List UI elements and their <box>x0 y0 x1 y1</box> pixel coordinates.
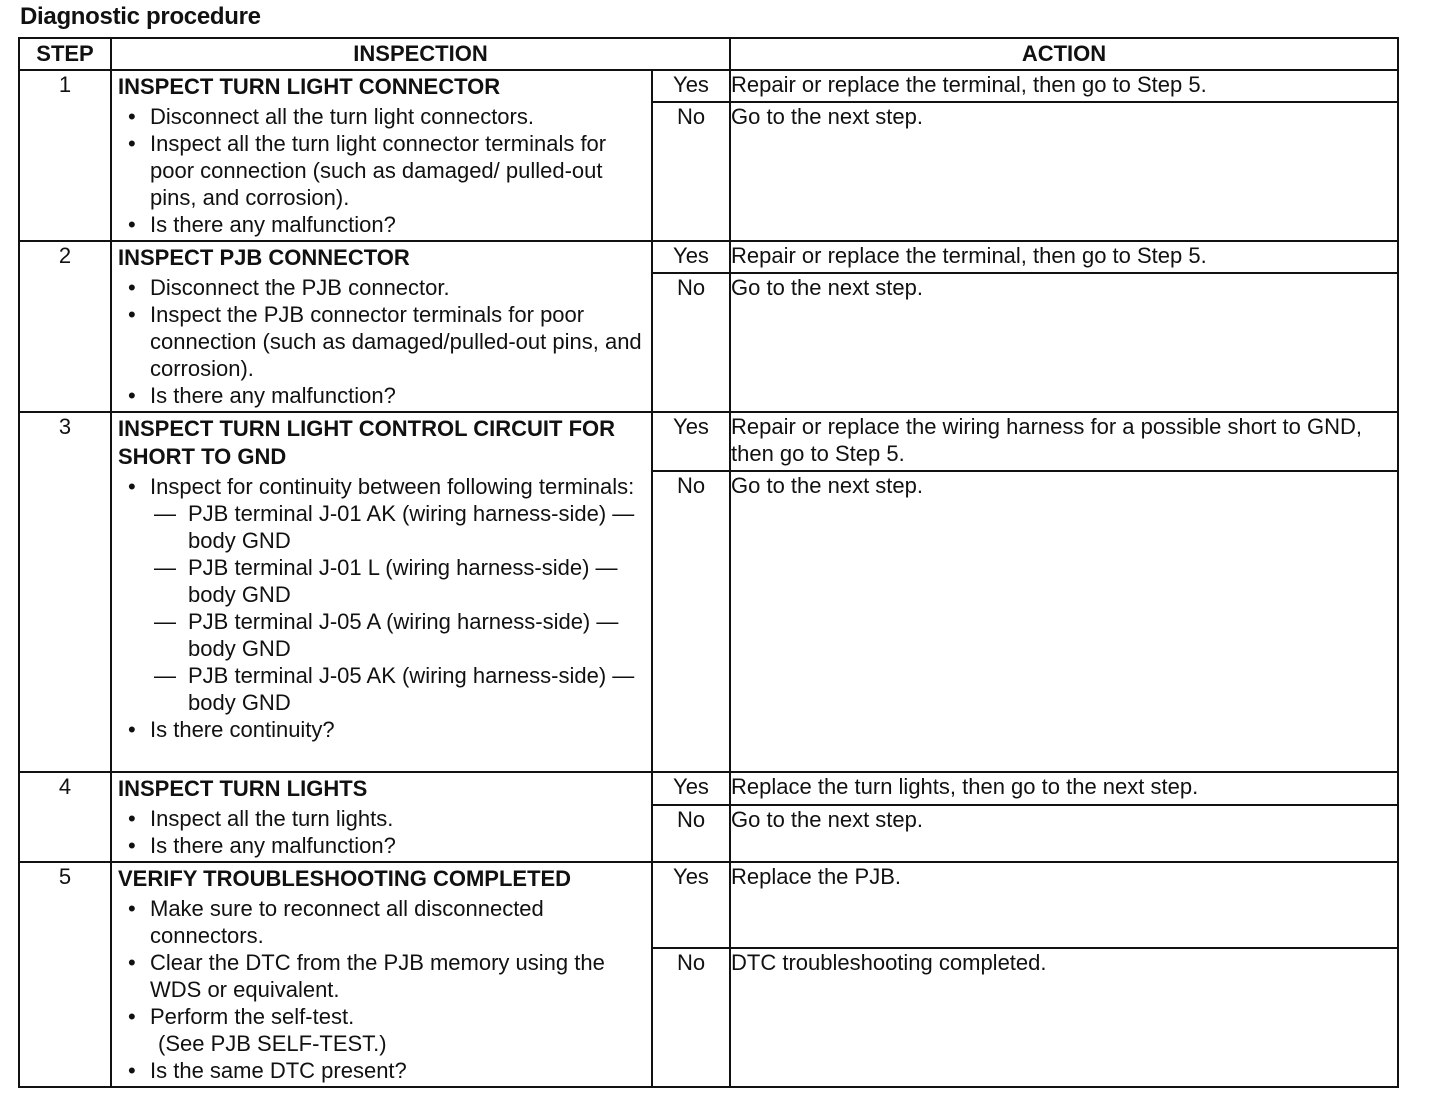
inspection-list <box>112 274 651 411</box>
yes-action: Repair or replace the terminal, then go to Step 5. <box>730 241 1398 273</box>
yes-label: Yes <box>652 772 730 805</box>
diagnostic-table <box>18 37 1399 1088</box>
step-1-yes-row <box>19 70 1398 102</box>
inspection-list <box>112 103 651 240</box>
terminal-item <box>154 500 645 554</box>
step-number: 5 <box>19 862 111 1087</box>
inspection-title: INSPECT TURN LIGHT CONTROL CIRCUIT FOR SHORT TO GND <box>118 416 616 469</box>
terminal-item <box>154 608 645 662</box>
terminal-item-text: PJB terminal J-01 AK (wiring harness-side) — body GND <box>188 501 635 553</box>
yes-label: Yes <box>652 412 730 471</box>
step-2-yes-row <box>19 241 1398 273</box>
list-item: • Is there any malfunction? <box>126 832 645 859</box>
yes-label: Yes <box>652 241 730 273</box>
inspection-list <box>112 473 651 745</box>
inspection-title: VERIFY TROUBLESHOOTING COMPLETED <box>118 866 572 891</box>
dash-marker: — <box>154 501 176 526</box>
step-5-inspection <box>111 862 652 1087</box>
action-header: ACTION <box>730 38 1398 70</box>
inspection-title: INSPECT TURN LIGHTS <box>118 776 368 801</box>
yes-action: Replace the turn lights, then go to the next step. <box>730 772 1398 805</box>
step-number: 1 <box>19 70 111 241</box>
terminal-item <box>154 662 645 716</box>
step-number: 4 <box>19 772 111 862</box>
step-number: 2 <box>19 241 111 412</box>
list-item: • Is there any malfunction? <box>126 211 645 238</box>
step-4-inspection <box>111 772 652 862</box>
terminal-item-text: PJB terminal J-05 A (wiring harness-side) — body GND <box>188 609 619 661</box>
step-3-yes-row <box>19 412 1398 471</box>
list-item: • Clear the DTC from the PJB memory using the WDS or equivalent. <box>126 949 645 1003</box>
no-action: Go to the next step. <box>730 471 1398 772</box>
inspection-list <box>112 805 651 861</box>
list-item: • Disconnect all the turn light connectors. <box>126 103 645 130</box>
list-item: • Make sure to reconnect all disconnected connectors. <box>126 895 645 949</box>
no-action: Go to the next step. <box>730 273 1398 412</box>
list-item: • Inspect the PJB connector terminals for poor connection (such as damaged/pulled-out pins, and corrosion). <box>126 301 645 382</box>
terminal-item-text: PJB terminal J-01 L (wiring harness-side) — body GND <box>188 555 618 607</box>
inspection-list <box>112 895 651 1086</box>
yes-action: Repair or replace the terminal, then go to Step 5. <box>730 70 1398 102</box>
list-item <box>126 473 645 716</box>
step-1-inspection <box>111 70 652 241</box>
step-3-inspection <box>111 412 652 772</box>
dash-marker: — <box>154 609 176 634</box>
step-2-inspection <box>111 241 652 412</box>
see-reference: (See PJB SELF-TEST.) <box>158 1031 387 1056</box>
terminal-item <box>154 554 645 608</box>
header-row <box>19 38 1398 70</box>
inspection-header: INSPECTION <box>111 38 730 70</box>
list-item-text: Perform the self-test. <box>150 1004 355 1029</box>
no-label: No <box>652 273 730 412</box>
terminal-item-text: PJB terminal J-05 AK (wiring harness-side) — body GND <box>188 663 635 715</box>
yes-action: Repair or replace the wiring harness for a possible short to GND, then go to Step 5. <box>730 412 1398 471</box>
inspection-title: INSPECT PJB CONNECTOR <box>118 245 410 270</box>
yes-label: Yes <box>652 70 730 102</box>
step-number: 3 <box>19 412 111 772</box>
no-label: No <box>652 948 730 1087</box>
list-item: • Inspect all the turn light connector terminals for poor connection (such as damaged/ pulled-out pins, and corrosion). <box>126 130 645 211</box>
list-item-text: Inspect for continuity between following terminals: <box>150 474 635 499</box>
yes-action: Replace the PJB. <box>730 862 1398 948</box>
step-header: STEP <box>19 38 111 70</box>
list-item <box>126 1003 645 1057</box>
no-label: No <box>652 471 730 772</box>
list-item: • Is there continuity? <box>126 716 645 743</box>
inspection-title: INSPECT TURN LIGHT CONNECTOR <box>118 74 501 99</box>
no-label: No <box>652 805 730 862</box>
yes-label: Yes <box>652 862 730 948</box>
step-5-yes-row <box>19 862 1398 948</box>
no-action: DTC troubleshooting completed. <box>730 948 1398 1087</box>
dash-marker: — <box>154 663 176 688</box>
no-label: No <box>652 102 730 241</box>
page-title: Diagnostic procedure <box>20 3 261 30</box>
list-item: • Is there any malfunction? <box>126 382 645 409</box>
list-item: • Is the same DTC present? <box>126 1057 645 1084</box>
no-action: Go to the next step. <box>730 102 1398 241</box>
list-item: • Inspect all the turn lights. <box>126 805 645 832</box>
terminal-list <box>150 500 645 716</box>
step-4-yes-row <box>19 772 1398 805</box>
list-item: • Disconnect the PJB connector. <box>126 274 645 301</box>
dash-marker: — <box>154 555 176 580</box>
no-action: Go to the next step. <box>730 805 1398 862</box>
